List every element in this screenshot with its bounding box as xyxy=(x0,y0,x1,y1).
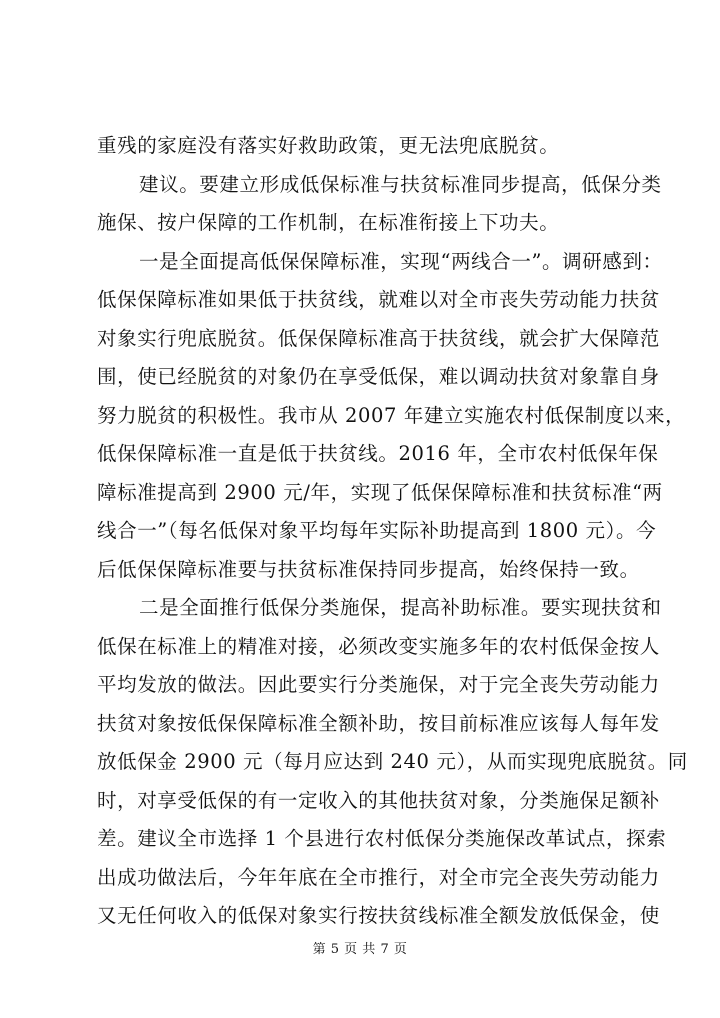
text-line: 平均发放的做法。因此要实行分类施保，对于完全丧失劳动能力 xyxy=(97,673,660,696)
text-line: 围，使已经脱贫的对象仍在享受低保，难以调动扶贫对象靠自身 xyxy=(97,365,660,388)
text-line: 低保在标准上的精准对接，必须改变实施多年的农村低保金按人 xyxy=(97,634,660,658)
text-line: 障标准提高到 2900 元/年，实现了低保保障标准和扶贫标准“两 xyxy=(97,480,663,504)
text-line: 时，对享受低保的有一定收入的其他扶贫对象，分类施保足额补 xyxy=(97,788,660,812)
text-line: 后低保保障标准要与扶贫标准保持同步提高，始终保持一致。 xyxy=(97,557,640,581)
text-line: 又无任何收入的低保对象实行按扶贫线标准全额发放低保金，使 xyxy=(97,904,660,927)
body-text xyxy=(97,127,688,936)
text-line: 差。建议全市选择 1 个县进行农村低保分类施保改革试点，探索 xyxy=(97,827,667,850)
text-line: 对象实行兜底脱贫。低保保障标准高于扶贫线，就会扩大保障范 xyxy=(97,326,660,350)
text-line: 出成功做法后，今年年底在全市推行，对全市完全丧失劳动能力 xyxy=(97,865,660,889)
text-line: 重残的家庭没有落实好救助政策，更无法兜底脱贫。 xyxy=(97,134,560,157)
text-line: 建议。要建立形成低保标准与扶贫标准同步提高，低保分类 xyxy=(139,172,662,196)
text-line: 施保、按户保障的工作机制，在标准衔接上下功夫。 xyxy=(97,211,560,234)
text-line: 放低保金 2900 元（每月应达到 240 元），从而实现兜底脱贫。同 xyxy=(97,750,688,773)
text-line: 低保保障标准一直是低于扶贫线。2016 年，全市农村低保年保 xyxy=(97,442,659,465)
text-line: 线合一”（每名低保对象平均每年实际补助提高到 1800 元）。今 xyxy=(97,519,657,542)
text-line: 努力脱贫的积极性。我市从 2007 年建立实施农村低保制度以来， xyxy=(97,403,686,427)
page-footer: 第 5 页 共 7 页 xyxy=(312,942,408,957)
text-line: 扶贫对象按低保保障标准全额补助，按目前标准应该每人每年发 xyxy=(97,711,660,735)
text-line: 低保保障标准如果低于扶贫线，就难以对全市丧失劳动能力扶贫 xyxy=(97,288,660,311)
text-line: 一是全面提高低保保障标准，实现“两线合一”。调研感到： xyxy=(139,249,663,273)
text-line: 二是全面推行低保分类施保，提高补助标准。要实现扶贫和 xyxy=(139,596,662,619)
